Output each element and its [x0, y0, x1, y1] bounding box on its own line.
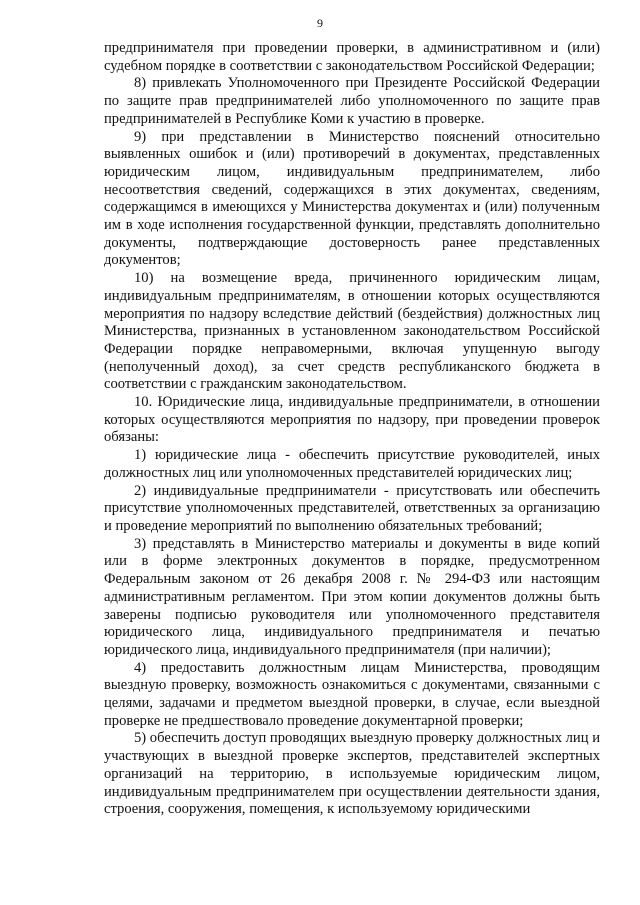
- paragraph: 5) обеспечить доступ проводящих выездную проверку должностных лиц и участвующих в выездной проверке экспертов, представителей экспертных организаций на территорию, в используемые юридическим лицом, индивидуальным предпринимателем при осуществлении деятельности здания, строения, сооружения, помещения, к используемому юридическими: [104, 730, 601, 818]
- paragraph: 10. Юридические лица, индивидуальные предприниматели, в отношении которых осуществляются мероприятия по надзору, при проведении проверок обязаны:: [104, 394, 600, 446]
- paragraph: 10) на возмещение вреда, причиненного юридическим лицам, индивидуальным предпринимателям, в отношении которых осуществляются мероприятия по надзору вследствие действий (бездействия) должностных лиц Министерства, признанных в установленном законодательством Российской Федерации порядке неправомерными, включая упущенную выгоду (неполученный доход), за счет средств республиканского бюджета в соответствии с гражданским законодательством.: [104, 270, 600, 393]
- paragraph: 1) юридические лица - обеспечить присутствие руководителей, иных должностных лиц или уполномоченных представителей юридических лиц;: [104, 447, 600, 481]
- paragraph: 9) при представлении в Министерство пояснений относительно выявленных ошибок и (или) противоречий в документах, представленных юридическим лицом, индивидуальным предпринимателем, либо несоответствия сведений, содержащихся в этих документах, сведениям, содержащимся в имеющихся у Министерства документах и (или) полученным им в ходе исполнения государственной функции, представлять дополнительно документы, подтверждающие достоверность ранее представленных документов;: [104, 128, 600, 269]
- document-body: [104, 40, 600, 819]
- paragraph: 8) привлекать Уполномоченного при Президенте Российской Федерации по защите прав предпринимателей либо уполномоченного по защите прав предпринимателей в Республике Коми к участию в проверке.: [104, 75, 600, 127]
- paragraph: 2) индивидуальные предприниматели - присутствовать или обеспечить присутствие уполномоченных представителей, ответственных за организацию и проведение мероприятий по выполнению обязательных требований;: [104, 482, 600, 534]
- paragraph: предпринимателя при проведении проверки, в административном и (или) судебном порядке в соответствии с законодательством Российской Федерации;: [104, 40, 600, 74]
- page-number: 9: [317, 16, 323, 30]
- paragraph: 3) представлять в Министерство материалы и документы в виде копий или в форме электронных документов в порядке, предусмотренном Федеральным законом от 26 декабря 2008 г. № 294-ФЗ или настоящим административным регламентом. При этом копии документов должны быть заверены подписью руководителя или уполномоченного представителя юридического лица, индивидуального предпринимателя и печатью юридического лица, индивидуального предпринимателя (при наличии);: [104, 535, 600, 658]
- paragraph: 4) предоставить должностным лицам Министерства, проводящим выездную проверку, возможность ознакомиться с документами, связанными с целями, задачами и предметом выездной проверки, в случае, если выездной проверке не предшествовало проведение документарной проверки;: [104, 659, 600, 729]
